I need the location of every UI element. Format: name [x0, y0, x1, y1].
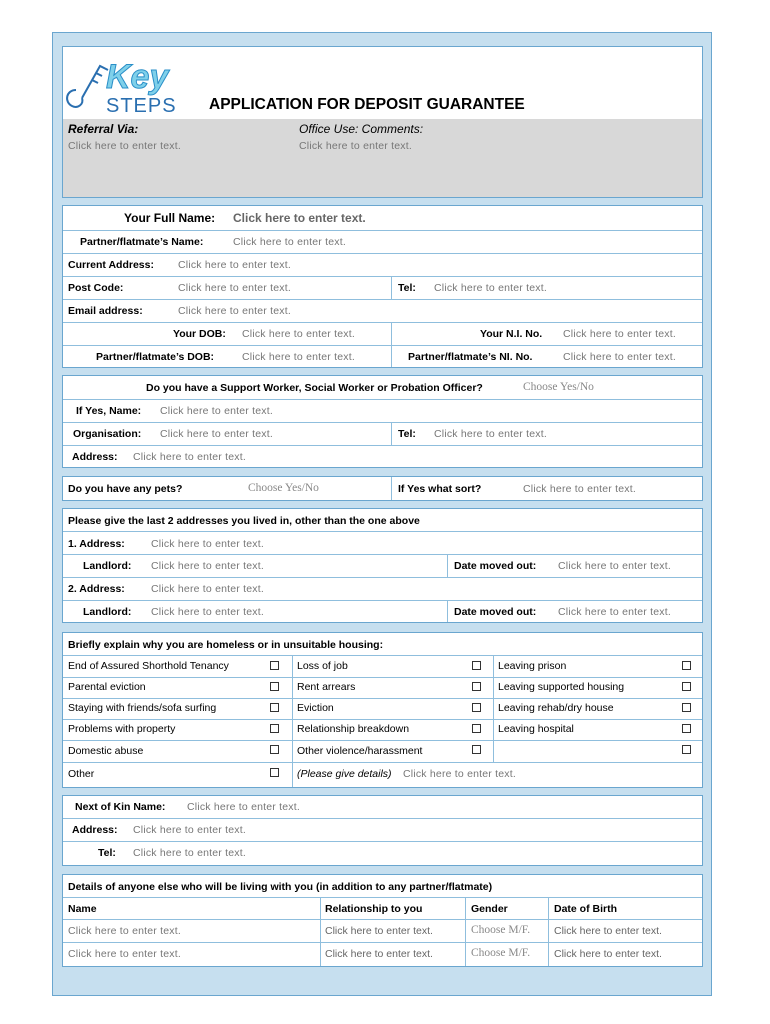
reason-eviction: Eviction — [297, 702, 334, 714]
kin-name-label: Next of Kin Name: — [75, 801, 166, 813]
previous-addresses-heading: Please give the last 2 addresses you lived in, other than the one above — [68, 515, 420, 527]
logo — [62, 56, 204, 114]
support-tel-field[interactable]: Click here to enter text. — [434, 428, 547, 440]
other-details-field[interactable]: Click here to enter text. — [403, 768, 516, 780]
current-address-label: Current Address: — [68, 259, 154, 271]
moved-out1-field[interactable]: Click here to enter text. — [558, 560, 671, 572]
kin-address-field[interactable]: Click here to enter text. — [133, 824, 246, 836]
ni-label: Your N.I. No. — [480, 328, 543, 340]
reason-rent-arrears: Rent arrears — [297, 681, 356, 693]
checkbox-parental-eviction[interactable] — [270, 682, 279, 691]
other-occupants-heading: Details of anyone else who will be living with you (in addition to any partner/flatmate) — [68, 881, 493, 893]
partner-name-field[interactable]: Click here to enter text. — [233, 236, 346, 248]
organisation-label: Organisation: — [73, 428, 142, 440]
kin-name-field[interactable]: Click here to enter text. — [187, 801, 300, 813]
tel-label: Tel: — [398, 282, 416, 294]
kin-tel-label: Tel: — [98, 847, 116, 859]
tel-field[interactable]: Click here to enter text. — [434, 282, 547, 294]
occupant1-dob-field[interactable]: Click here to enter text. — [554, 925, 662, 937]
reason-other: Other — [68, 768, 95, 780]
email-label: Email address: — [68, 305, 143, 317]
kin-address-label: Address: — [72, 824, 118, 836]
address2-field[interactable]: Click here to enter text. — [151, 583, 264, 595]
checkbox-property-problems[interactable] — [270, 724, 279, 733]
reason-leaving-prison: Leaving prison — [498, 660, 567, 672]
moved-out2-label: Date moved out: — [454, 606, 537, 618]
column-header-gender: Gender — [471, 903, 508, 915]
page-title: APPLICATION FOR DEPOSIT GUARANTEE — [209, 96, 525, 113]
column-header-relationship: Relationship to you — [325, 903, 423, 915]
partner-ni-label: Partner/flatmate’s NI. No. — [408, 351, 533, 363]
partner-dob-field[interactable]: Click here to enter text. — [242, 351, 355, 363]
checkbox-rent-arrears[interactable] — [472, 682, 481, 691]
partner-name-label: Partner/flatmate’s Name: — [80, 236, 204, 248]
ni-field[interactable]: Click here to enter text. — [563, 328, 676, 340]
support-address-label: Address: — [72, 451, 118, 463]
checkbox-eviction[interactable] — [472, 703, 481, 712]
checkbox-sofa-surfing[interactable] — [270, 703, 279, 712]
reason-relationship-breakdown: Relationship breakdown — [297, 723, 410, 735]
key-logo-icon — [62, 56, 204, 114]
address2-label: 2. Address: — [68, 583, 125, 595]
office-use-label: Office Use: Comments: — [299, 122, 424, 136]
reason-loss-of-job: Loss of job — [297, 660, 348, 672]
reason-leaving-hospital: Leaving hospital — [498, 723, 574, 735]
landlord1-label: Landlord: — [83, 560, 132, 572]
occupant2-relationship-field[interactable]: Click here to enter text. — [325, 948, 433, 960]
checkbox-violence-harassment[interactable] — [472, 745, 481, 754]
support-worker-question: Do you have a Support Worker, Social Worker or Probation Officer? — [146, 382, 483, 394]
occupant2-name-field[interactable]: Click here to enter text. — [68, 948, 181, 960]
occupant1-name-field[interactable]: Click here to enter text. — [68, 925, 181, 937]
referral-label: Referral Via: — [68, 122, 139, 136]
column-header-name: Name — [68, 903, 97, 915]
reason-property-problems: Problems with property — [68, 723, 176, 735]
reason-leaving-supported-housing: Leaving supported housing — [498, 681, 625, 693]
office-use-field[interactable]: Click here to enter text. — [299, 140, 412, 152]
checkbox-other[interactable] — [270, 768, 279, 777]
pets-sort-label: If Yes what sort? — [398, 483, 482, 495]
reason-leaving-rehab: Leaving rehab/dry house — [498, 702, 614, 714]
checkbox-end-of-tenancy[interactable] — [270, 661, 279, 670]
checkbox-leaving-supported-housing[interactable] — [682, 682, 691, 691]
current-address-field[interactable]: Click here to enter text. — [178, 259, 291, 271]
reason-violence-harassment: Other violence/harassment — [297, 745, 423, 757]
occupant1-gender-choice[interactable]: Choose M/F. — [471, 924, 531, 936]
postcode-field[interactable]: Click here to enter text. — [178, 282, 291, 294]
full-name-field[interactable]: Click here to enter text. — [233, 211, 366, 225]
full-name-label: Your Full Name: — [124, 211, 216, 225]
support-name-field[interactable]: Click here to enter text. — [160, 405, 273, 417]
checkbox-leaving-prison[interactable] — [682, 661, 691, 670]
checkbox-domestic-abuse[interactable] — [270, 745, 279, 754]
email-field[interactable]: Click here to enter text. — [178, 305, 291, 317]
occupant2-gender-choice[interactable]: Choose M/F. — [471, 947, 531, 959]
landlord1-field[interactable]: Click here to enter text. — [151, 560, 264, 572]
support-address-field[interactable]: Click here to enter text. — [133, 451, 246, 463]
reason-domestic-abuse: Domestic abuse — [68, 745, 144, 757]
moved-out2-field[interactable]: Click here to enter text. — [558, 606, 671, 618]
address1-field[interactable]: Click here to enter text. — [151, 538, 264, 550]
landlord2-field[interactable]: Click here to enter text. — [151, 606, 264, 618]
landlord2-label: Landlord: — [83, 606, 132, 618]
reason-sofa-surfing: Staying with friends/sofa surfing — [68, 702, 217, 714]
logo-text-bottom: STEPS — [106, 95, 177, 114]
checkbox-leaving-hospital[interactable] — [682, 724, 691, 733]
occupant1-relationship-field[interactable]: Click here to enter text. — [325, 925, 433, 937]
logo-text-top: Key — [106, 58, 169, 96]
dob-label: Your DOB: — [173, 328, 226, 340]
pets-choice[interactable]: Choose Yes/No — [248, 482, 319, 494]
checkbox-loss-of-job[interactable] — [472, 661, 481, 670]
address1-label: 1. Address: — [68, 538, 125, 550]
postcode-label: Post Code: — [68, 282, 124, 294]
support-name-label: If Yes, Name: — [76, 405, 142, 417]
support-tel-label: Tel: — [398, 428, 416, 440]
organisation-field[interactable]: Click here to enter text. — [160, 428, 273, 440]
other-details-label: (Please give details) — [297, 768, 392, 780]
referral-field[interactable]: Click here to enter text. — [68, 140, 181, 152]
kin-tel-field[interactable]: Click here to enter text. — [133, 847, 246, 859]
support-worker-choice[interactable]: Choose Yes/No — [523, 381, 594, 393]
pets-sort-field[interactable]: Click here to enter text. — [523, 483, 636, 495]
moved-out1-label: Date moved out: — [454, 560, 537, 572]
checkbox-leaving-rehab[interactable] — [682, 703, 691, 712]
checkbox-blank[interactable] — [682, 745, 691, 754]
occupant2-dob-field[interactable]: Click here to enter text. — [554, 948, 662, 960]
pets-question: Do you have any pets? — [68, 483, 183, 495]
partner-dob-label: Partner/flatmate’s DOB: — [96, 351, 215, 363]
partner-ni-field[interactable]: Click here to enter text. — [563, 351, 676, 363]
reason-parental-eviction: Parental eviction — [68, 681, 146, 693]
reason-end-of-tenancy: End of Assured Shorthold Tenancy — [68, 660, 229, 672]
homeless-heading: Briefly explain why you are homeless or in unsuitable housing: — [68, 639, 384, 651]
checkbox-relationship-breakdown[interactable] — [472, 724, 481, 733]
dob-field[interactable]: Click here to enter text. — [242, 328, 355, 340]
column-header-dob: Date of Birth — [554, 903, 617, 915]
